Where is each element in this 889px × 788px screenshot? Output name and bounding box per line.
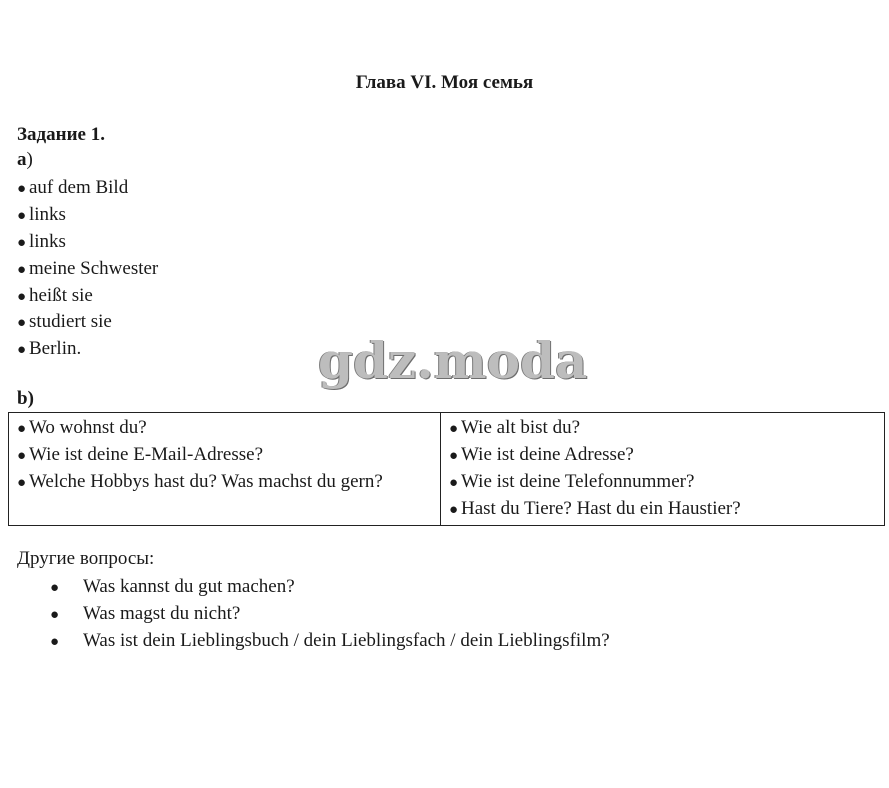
part-a-list [17,175,158,363]
bullet-icon: ● [17,448,27,464]
bullet-icon: ● [17,181,27,197]
bullet-icon: ● [17,207,27,224]
question-line [449,469,876,496]
question-line [17,469,432,496]
list-item-text: Was magst du nicht? [83,603,241,624]
question-text: Wo wohnst du? [29,417,147,438]
question-text: Hast du Tiere? Hast du ein Haustier? [461,498,741,519]
bullet-icon: ● [17,234,27,251]
question-line [17,442,432,469]
list-item [50,627,610,654]
part-a-label [17,149,33,171]
list-item-text: links [29,203,66,225]
list-item [17,336,158,363]
list-item-text: studiert sie [29,311,112,333]
part-a-paren: ) [26,149,33,170]
question-text: Wie ist deine Adresse? [461,444,634,465]
question-line [449,442,876,469]
bullet-icon: ● [17,288,27,305]
bullet-icon: ● [50,607,60,623]
list-item-text: Berlin. [29,338,82,360]
bullet-icon: ● [449,475,459,491]
bullet-icon: ● [17,315,27,332]
other-questions-heading: Другие вопросы: [17,548,155,569]
list-item [17,256,158,283]
bullet-icon: ● [17,475,27,491]
table-row [9,413,885,526]
bullet-icon: ● [449,448,459,464]
question-line [449,496,876,523]
bullet-icon: ● [449,421,459,437]
chapter-title: Глава VI. Моя семья [355,72,534,93]
watermark: gdz.moda [318,331,588,390]
list-item-text: Was kannst du gut machen? [83,576,295,597]
list-item-text: meine Schwester [29,257,159,279]
question-line [17,415,432,442]
list-item-text: links [29,230,66,252]
task-heading: Задание 1. [17,124,105,145]
question-line [449,415,876,442]
list-item [17,202,158,229]
list-item [50,600,610,627]
question-text: Welche Hobbys hast du? Was machst du gern? [29,471,383,492]
bullet-icon: ● [17,342,27,359]
right-column-cell [441,413,885,526]
list-item [17,229,158,256]
list-item-text: Was ist dein Lieblingsbuch / dein Lieblingsfach / dein Lieblingsfilm? [83,630,610,651]
list-item [50,573,610,600]
bullet-icon: ● [50,580,60,596]
questions-table [8,412,885,526]
list-item-text: heißt sie [29,284,93,306]
part-a-letter: a [17,149,27,170]
question-text: Wie ist deine E-Mail-Adresse? [29,444,264,465]
bullet-icon: ● [17,261,27,278]
list-item-text: auf dem Bild [29,177,129,198]
part-b-label: b) [17,388,34,409]
question-text: Wie alt bist du? [461,417,581,438]
list-item [17,175,158,202]
other-questions-list [50,573,610,654]
bullet-icon: ● [50,634,60,650]
list-item [17,283,158,310]
question-text: Wie ist deine Telefonnummer? [461,471,695,492]
bullet-icon: ● [17,421,27,437]
left-column-cell [9,413,441,526]
bullet-icon: ● [449,502,459,518]
list-item [17,309,158,336]
